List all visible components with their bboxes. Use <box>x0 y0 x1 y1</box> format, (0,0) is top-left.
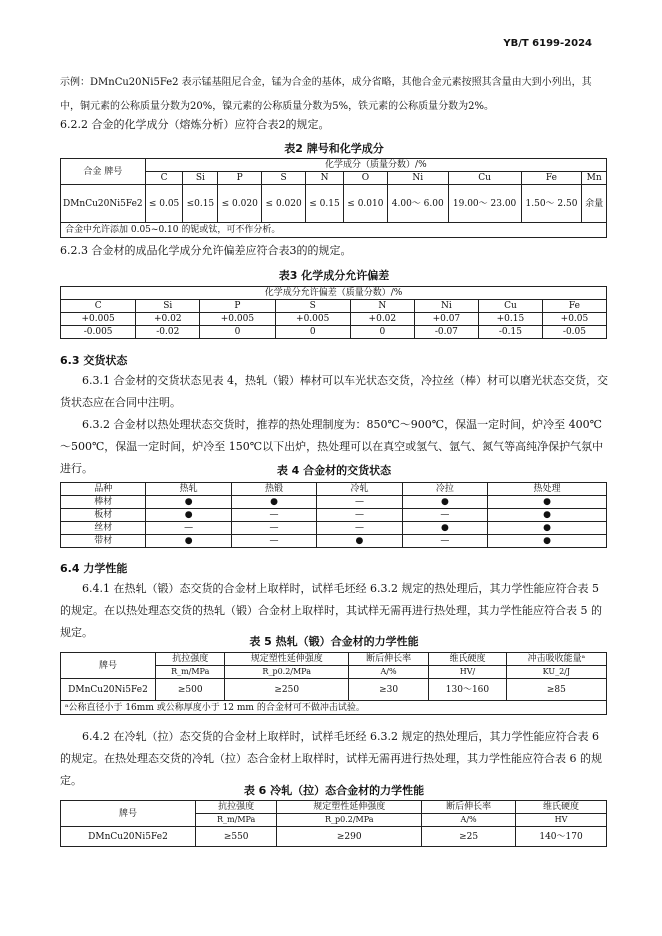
section-6-3-1: 6.3.1 合金材的交货状态见表 4，热轧（锻）棒材可以车光状态交货，冷拉丝（棒）材可以磨光状态交货，交货状态应在合同中注明。 <box>60 374 608 409</box>
t3-el: Si <box>136 300 200 313</box>
t3-cell: +0.005 <box>200 313 275 326</box>
t3-el: C <box>61 300 136 313</box>
example-line-2: 中，铜元素的公称质量分数为20%，镍元素的公称质量分数为5%，铁元素的公称质量分数为2%。 <box>60 101 494 112</box>
t2-el: S <box>262 172 306 185</box>
t4-cell: — <box>231 522 316 535</box>
t5-header: 冲击吸收能量ᵃ <box>506 653 606 666</box>
table-2-caption: 表2 牌号和化学成分 <box>284 142 384 155</box>
t4-header: 冷轧 <box>317 483 402 496</box>
t6-header-grade: 牌号 <box>61 801 196 827</box>
t6-unit: HV <box>516 814 607 827</box>
t2-el: C <box>145 172 183 185</box>
t5-header: 抗拉强度 <box>156 653 225 666</box>
t5-unit: R_p0.2/MPa <box>225 666 349 679</box>
section-6-4-2: 6.4.2 在冷轧（拉）态交货的合金材上取样时，试样毛坯经 6.3.2 规定的热处理后，其力学性能应符合表 6 的规定。在热处理态交货的冷轧（拉）态合金材上取样时，试样无需再进行热处理，其力学性能应符合表 6 的规定。 <box>60 730 602 787</box>
t2-value: 19.00～ 23.00 <box>448 185 521 223</box>
t5-note: ᵃ公称直径小于 16mm 或公称厚度小于 12 mm 的合金材可不做冲击试验。 <box>61 701 607 715</box>
t6-unit: R_m/MPa <box>196 814 277 827</box>
table-2 <box>60 158 607 238</box>
t2-value: ≤ 0.05 <box>145 185 183 223</box>
t3-cell: +0.005 <box>61 313 136 326</box>
standard-number: YB/T 6199-2024 <box>503 38 592 49</box>
t5-header: 维氏硬度 <box>429 653 507 666</box>
t4-cell: — <box>146 522 231 535</box>
table-4-caption: 表 4 合金材的交货状态 <box>276 464 392 477</box>
t2-el: Cu <box>448 172 521 185</box>
t6-value: ≥550 <box>196 827 277 847</box>
t6-unit: R_p0.2/MPa <box>277 814 422 827</box>
t4-cell: ● <box>231 496 316 509</box>
t3-el: Ni <box>414 300 478 313</box>
t4-header: 热锻 <box>231 483 316 496</box>
section-6-4-1: 6.4.1 在热轧（锻）态交货的合金材上取样时，试样毛坯经 6.3.2 规定的热处理后，其力学性能应符合表 5 的规定。在以热处理态交货的热轧（锻）合金材上取样时，其试样无需再进行热处理，其力学性能应符合表 5 的规定。 <box>60 582 602 639</box>
t4-cell: — <box>317 522 402 535</box>
t6-value: 140～170 <box>516 827 607 847</box>
t3-cell: -0.02 <box>136 326 200 339</box>
t3-cell: +0.05 <box>542 313 606 326</box>
t5-header: 规定塑性延伸强度 <box>225 653 349 666</box>
t4-cell: ● <box>488 496 607 509</box>
t2-value: ≤ 0.020 <box>218 185 262 223</box>
t2-el: Mn <box>582 172 607 185</box>
t3-el: N <box>350 300 414 313</box>
t6-grade: DMnCu20Ni5Fe2 <box>61 827 196 847</box>
t2-value: ≤ 0.15 <box>306 185 344 223</box>
t4-cell: — <box>402 535 487 548</box>
t5-grade: DMnCu20Ni5Fe2 <box>61 679 156 701</box>
t4-row-label: 丝材 <box>61 522 146 535</box>
t6-header: 维氏硬度 <box>516 801 607 814</box>
t3-cell: +0.005 <box>275 313 350 326</box>
t4-cell: ● <box>317 535 402 548</box>
t3-cell: 0 <box>275 326 350 339</box>
t4-cell: ● <box>488 509 607 522</box>
t2-header-grade: 合金 牌号 <box>61 159 146 185</box>
t4-cell: ● <box>488 535 607 548</box>
table-6 <box>60 800 607 847</box>
t5-header: 断后伸长率 <box>348 653 428 666</box>
t4-row-label: 板材 <box>61 509 146 522</box>
table-6-caption: 表 6 冷轧（拉）态合金材的力学性能 <box>243 784 425 797</box>
t4-cell: — <box>231 535 316 548</box>
t4-header: 热处理 <box>488 483 607 496</box>
t2-value: ≤ 0.010 <box>343 185 387 223</box>
t5-value: ≥250 <box>225 679 349 701</box>
t3-cell: +0.02 <box>350 313 414 326</box>
t4-cell: — <box>231 509 316 522</box>
t5-value: ≥85 <box>506 679 606 701</box>
t5-value: ≥30 <box>348 679 428 701</box>
t4-cell: ● <box>402 522 487 535</box>
section-6-2-3: 6.2.3 合金材的成品化学成分允许偏差应符合表3的的规定。 <box>60 244 352 257</box>
t3-el: P <box>200 300 275 313</box>
t2-el: Fe <box>521 172 582 185</box>
t2-value: ≤ 0.020 <box>262 185 306 223</box>
t6-header: 断后伸长率 <box>422 801 516 814</box>
t4-cell: ● <box>488 522 607 535</box>
t4-row-label: 带材 <box>61 535 146 548</box>
t6-unit: A/% <box>422 814 516 827</box>
t2-grade: DMnCu20Ni5Fe2 <box>61 185 146 223</box>
t2-el: P <box>218 172 262 185</box>
t3-cell: +0.15 <box>478 313 542 326</box>
t6-value: ≥25 <box>422 827 516 847</box>
t5-unit: HV/ <box>429 666 507 679</box>
t2-value: ≤0.15 <box>183 185 218 223</box>
table-3 <box>60 286 607 339</box>
section-6-3: 6.3 交货状态 <box>60 354 128 367</box>
example-line-1: 示例：DMnCu20Ni5Fe2 表示锰基阻尼合金，锰为合金的基体，成分省略，其他合金元素按照其含量由大到小列出，其 <box>60 77 592 88</box>
t4-cell: — <box>402 509 487 522</box>
t2-value: 余量 <box>582 185 607 223</box>
t2-el: Ni <box>387 172 448 185</box>
t3-el: S <box>275 300 350 313</box>
t2-el: N <box>306 172 344 185</box>
t3-cell: -0.05 <box>542 326 606 339</box>
t5-value: ≥500 <box>156 679 225 701</box>
t4-cell: — <box>317 509 402 522</box>
t2-note: 合金中允许添加 0.05~0.10 的铌或钛，可不作分析。 <box>61 223 607 238</box>
t3-cell: +0.02 <box>136 313 200 326</box>
t3-cell: -0.15 <box>478 326 542 339</box>
table-4 <box>60 482 607 548</box>
t3-cell: -0.07 <box>414 326 478 339</box>
t5-unit: A/% <box>348 666 428 679</box>
t3-el: Cu <box>478 300 542 313</box>
t5-value: 130～160 <box>429 679 507 701</box>
t2-el: O <box>343 172 387 185</box>
t4-cell: ● <box>146 496 231 509</box>
table-3-caption: 表3 化学成分允许偏差 <box>278 269 390 282</box>
section-6-2-2: 6.2.2 合金的化学成分（熔炼分析）应符合表2的规定。 <box>60 118 330 131</box>
t2-value: 4.00～ 6.00 <box>387 185 448 223</box>
t3-cell: -0.005 <box>61 326 136 339</box>
t4-cell: ● <box>402 496 487 509</box>
t5-header-grade: 牌号 <box>61 653 156 679</box>
t2-el: Si <box>183 172 218 185</box>
t3-cell: 0 <box>350 326 414 339</box>
table-5 <box>60 652 607 715</box>
t4-row-label: 棒材 <box>61 496 146 509</box>
t6-header: 抗拉强度 <box>196 801 277 814</box>
t3-cell: 0 <box>200 326 275 339</box>
t5-unit: R_m/MPa <box>156 666 225 679</box>
table-5-caption: 表 5 热轧（锻）合金材的力学性能 <box>249 635 419 648</box>
t3-el: Fe <box>542 300 606 313</box>
t4-cell: — <box>317 496 402 509</box>
t4-header: 热轧 <box>146 483 231 496</box>
t6-value: ≥290 <box>277 827 422 847</box>
t3-header-group: 化学成分允许偏差（质量分数）/% <box>61 287 607 300</box>
t6-header: 规定塑性延伸强度 <box>277 801 422 814</box>
t4-header: 品种 <box>61 483 146 496</box>
t4-cell: ● <box>146 509 231 522</box>
t3-cell: +0.07 <box>414 313 478 326</box>
t4-cell: ● <box>146 535 231 548</box>
section-6-4: 6.4 力学性能 <box>60 562 128 575</box>
t2-value: 1.50～ 2.50 <box>521 185 582 223</box>
t5-unit: KU_2/J <box>506 666 606 679</box>
t4-header: 冷拉 <box>402 483 487 496</box>
t2-header-group: 化学成分（质量分数）/% <box>145 159 606 172</box>
section-6-3-2: 6.3.2 合金材以热处理状态交货时，推荐的热处理制度为：850℃～900℃，保温一定时间，炉冷至 400℃～500℃，保温一定时间，炉冷至 150℃以下出炉，热处理可以在真空或氢气、氩气、氮气等高纯净保护气氛中进行。 <box>60 418 604 475</box>
